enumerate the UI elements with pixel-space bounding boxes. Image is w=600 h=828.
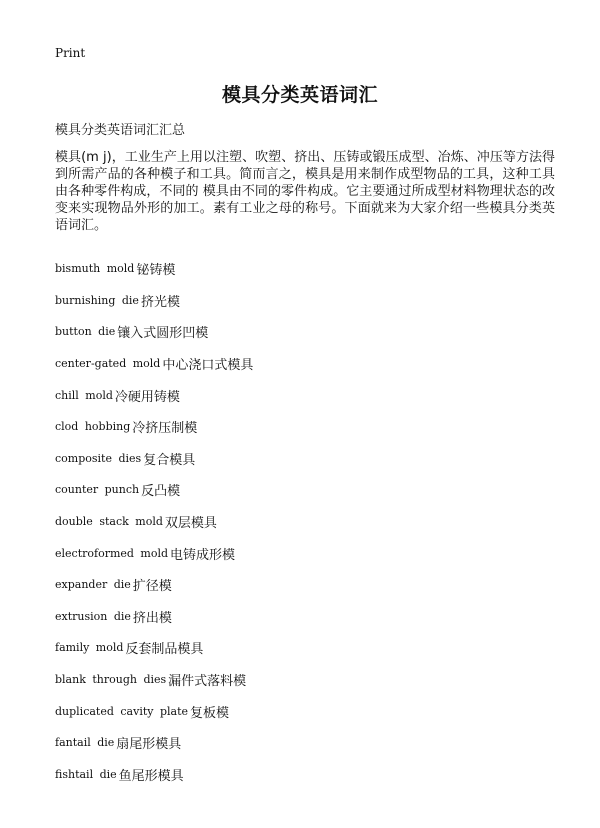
term-chinese: 冷挤压制模 xyxy=(132,421,198,437)
vocabulary-item xyxy=(55,759,253,791)
intro-paragraph: 模具(m j)，工业生产上用以注塑、吹塑、挤出、压铸或锻压成型、冶炼、冲压等方法得到所需产品的各种模子和工具。简而言之，模具是用来制作成型物品的工具，这种工具由各种零件构成，不同的 模具由不同的零件构成。它主要通过所成型材料物理状态的改变来实现物品外形的加工。素有工业之母的称号。下面就来为大家介绍一些模具分类英语词汇。 xyxy=(55,150,555,233)
term-chinese: 反套制品模具 xyxy=(125,642,204,658)
term-chinese: 中心浇口式模具 xyxy=(162,358,254,374)
print-label: Print xyxy=(55,46,86,60)
term-chinese: 漏件式落料模 xyxy=(168,674,247,690)
vocabulary-item xyxy=(55,727,253,759)
term-chinese: 复合模具 xyxy=(143,452,196,468)
term-chinese: 扇尾形模具 xyxy=(116,737,182,753)
term-chinese: 冷硬用铸模 xyxy=(114,389,180,405)
term-english: family mold xyxy=(55,641,124,655)
term-chinese: 电铸成形模 xyxy=(170,547,236,563)
vocabulary-list xyxy=(55,253,253,790)
term-english: composite dies xyxy=(55,451,142,465)
term-chinese: 铋铸模 xyxy=(136,263,176,279)
vocabulary-item xyxy=(55,253,253,285)
vocabulary-item xyxy=(55,285,253,317)
vocabulary-item xyxy=(55,695,253,727)
term-english: button die xyxy=(55,325,116,339)
vocabulary-item xyxy=(55,411,253,443)
term-english: electroformed mold xyxy=(55,546,169,560)
term-english: duplicated cavity plate xyxy=(55,704,189,718)
term-english: chill mold xyxy=(55,388,113,402)
vocabulary-item xyxy=(55,601,253,633)
term-english: fantail die xyxy=(55,736,115,750)
page-title: 模具分类英语词汇 xyxy=(221,84,378,106)
vocabulary-item xyxy=(55,474,253,506)
term-chinese: 镶入式圆形凹模 xyxy=(117,326,209,342)
term-english: fishtail die xyxy=(55,767,117,781)
page-subtitle: 模具分类英语词汇汇总 xyxy=(55,123,186,138)
vocabulary-item xyxy=(55,348,253,380)
term-english: center-gated mold xyxy=(55,357,161,371)
vocabulary-item xyxy=(55,537,253,569)
vocabulary-item xyxy=(55,506,253,538)
term-english: blank through dies xyxy=(55,673,167,687)
vocabulary-item xyxy=(55,632,253,664)
term-english: extrusion die xyxy=(55,609,131,623)
term-chinese: 复板模 xyxy=(190,705,230,721)
vocabulary-item xyxy=(55,569,253,601)
term-english: burnishing die xyxy=(55,293,139,307)
term-chinese: 扩径模 xyxy=(132,579,172,595)
term-english: double stack mold xyxy=(55,515,163,529)
term-english: bismuth mold xyxy=(55,262,135,276)
vocabulary-item xyxy=(55,664,253,696)
vocabulary-item xyxy=(55,379,253,411)
term-english: clod hobbing xyxy=(55,420,131,434)
term-chinese: 鱼尾形模具 xyxy=(118,768,184,784)
term-english: expander die xyxy=(55,578,131,592)
term-english: counter punch xyxy=(55,483,140,497)
vocabulary-item xyxy=(55,316,253,348)
term-chinese: 挤出模 xyxy=(132,610,172,626)
term-chinese: 双层模具 xyxy=(164,516,217,532)
term-chinese: 挤光模 xyxy=(140,294,180,310)
vocabulary-item xyxy=(55,443,253,475)
term-chinese: 反凸模 xyxy=(141,484,181,500)
